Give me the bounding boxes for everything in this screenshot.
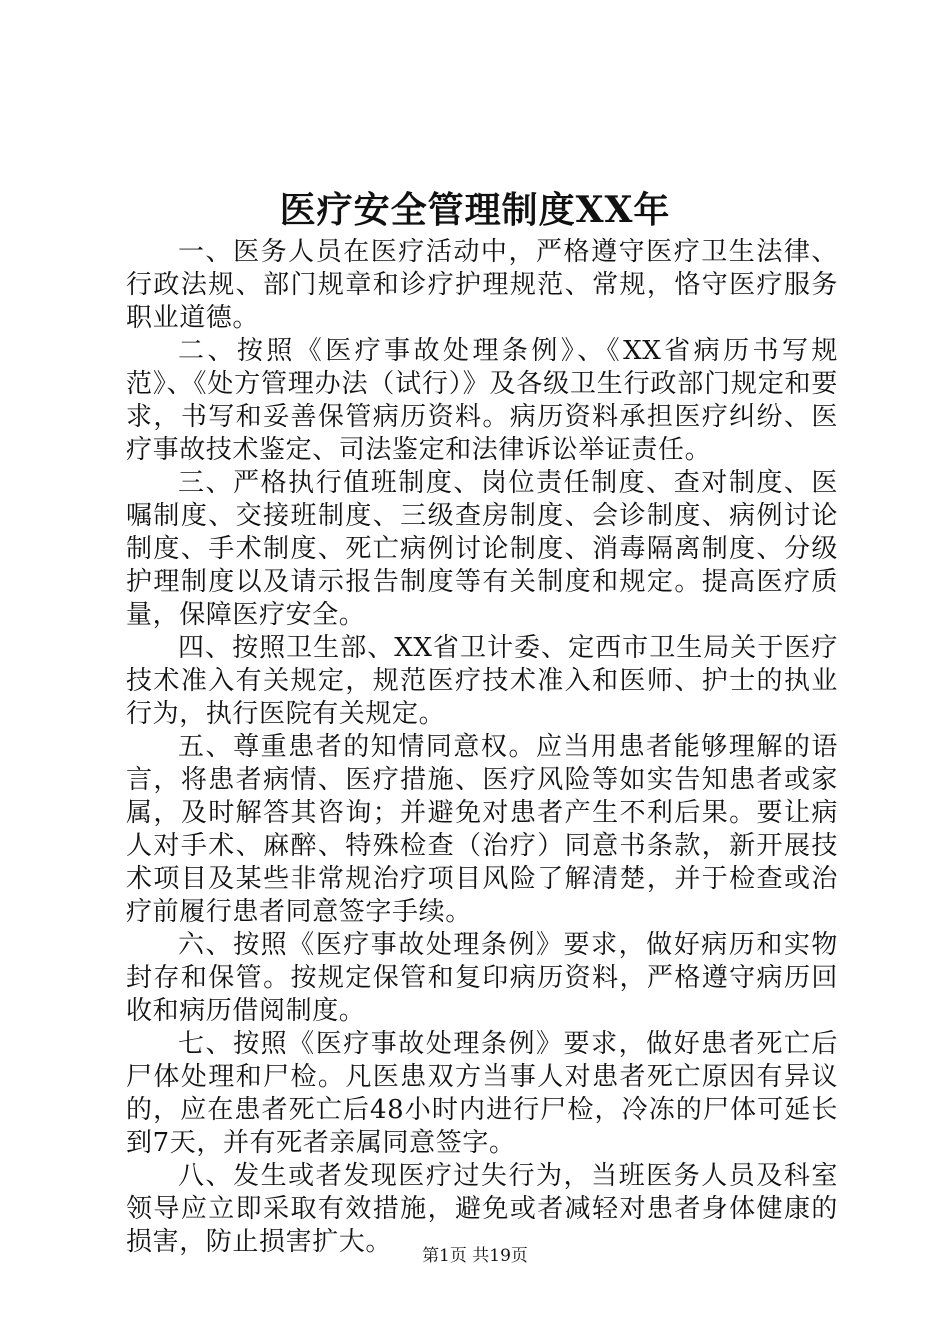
document-body: [126, 236, 838, 1259]
paragraph-5: 五、尊重患者的知情同意权。应当用患者能够理解的语言，将患者病情、医疗措施、医疗风险等如实告知患者或家属，及时解答其咨询；并避免对患者产生不利后果。要让病人对手术、麻醉、特殊检查（治疗）同意书条款，新开展技术项目及某些非常规治疗项目风险了解清楚，并于检查或治疗前履行患者同意签字手续。: [126, 732, 838, 927]
paragraph-2: 二、按照《医疗事故处理条例》、《XX省病历书写规范》、《处方管理办法（试行）》及各级卫生行政部门规定和要求，书写和妥善保管病历资料。病历资料承担医疗纠纷、医疗事故技术鉴定、司法鉴定和法律诉讼举证责任。: [126, 336, 838, 465]
paragraph-1: 一、医务人员在医疗活动中，严格遵守医疗卫生法律、行政法规、部门规章和诊疗护理规范、常规，恪守医疗服务职业道德。: [126, 237, 838, 333]
paragraph-3: 三、严格执行值班制度、岗位责任制度、查对制度、医嘱制度、交接班制度、三级查房制度、会诊制度、病例讨论制度、手术制度、死亡病例讨论制度、消毒隔离制度、分级护理制度以及请示报告制度等有关制度和规定。提高医疗质量，保障医疗安全。: [126, 468, 838, 630]
document-title: 医疗安全管理制度XX年: [279, 189, 671, 231]
paragraph-6: 六、按照《医疗事故处理条例》要求，做好病历和实物封存和保管。按规定保管和复印病历资料，严格遵守病历回收和病历借阅制度。: [126, 930, 838, 1026]
paragraph-4: 四、按照卫生部、XX省卫计委、定西市卫生局关于医疗技术准入有关规定，规范医疗技术准入和医师、护士的执业行为，执行医院有关规定。: [126, 633, 838, 729]
page-number-footer: 第1页 共19页: [422, 1246, 528, 1266]
paragraph-7: 七、按照《医疗事故处理条例》要求，做好患者死亡后尸体处理和尸检。凡医患双方当事人对患者死亡原因有异议的，应在患者死亡后48小时内进行尸检，冷冻的尸体可延长到7天，并有死者亲属同意签字。: [126, 1029, 838, 1158]
paragraph-8: 八、发生或者发现医疗过失行为，当班医务人员及科室领导应立即采取有效措施，避免或者减轻对患者身体健康的损害，防止损害扩大。: [126, 1161, 838, 1257]
